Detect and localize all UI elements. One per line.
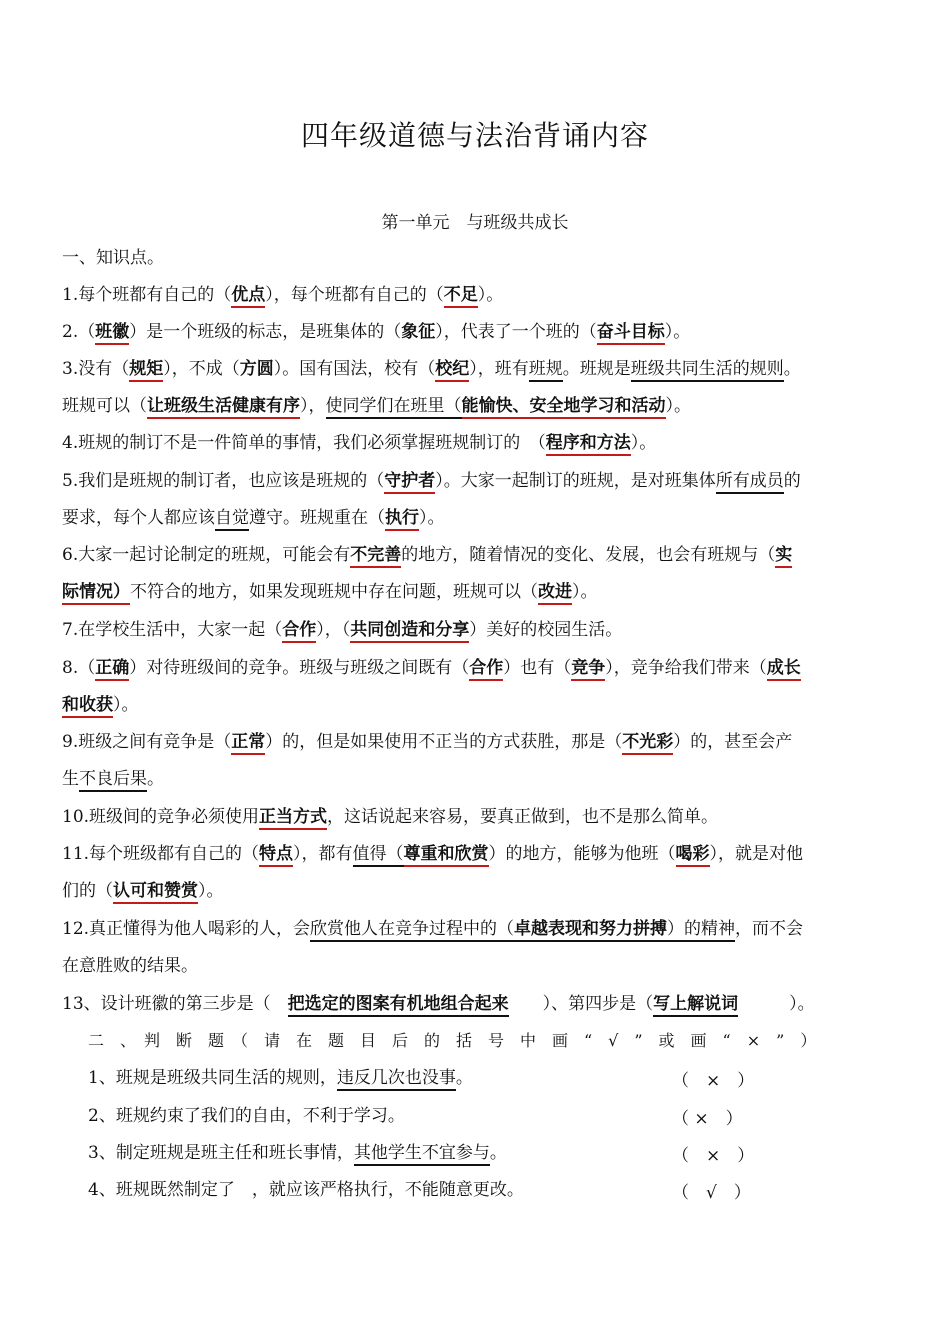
- point-11-cont: 们的（认可和赞赏）。: [62, 879, 892, 903]
- point-3-cont: 班规可以（让班级生活健康有序），使同学们在班里（能愉快、安全地学习和活动）。: [62, 394, 892, 418]
- point-12: 12.真正懂得为他人喝彩的人，会欣赏他人在竞争过程中的（卓越表现和努力拼搏）的精神，而不会: [62, 917, 892, 941]
- point-2: 2.（班徽）是一个班级的标志，是班集体的（象征），代表了一个班的（奋斗目标）。: [62, 320, 892, 344]
- point-7: 7.在学校生活中，大家一起（合作），（共同创造和分享）美好的校园生活。: [62, 618, 892, 642]
- point-4: 4.班规的制订不是一件简单的事情，我们必须掌握班规制订的 （程序和方法）。: [62, 431, 892, 455]
- point-11: 11.每个班级都有自己的（特点），都有值得（尊重和欣赏）的地方，能够为他班（喝彩），就是对他: [62, 842, 892, 866]
- point-8: 8.（正确）对待班级间的竞争。班级与班级之间既有（合作）也有（竞争），竞争给我们带来（成长: [62, 656, 892, 680]
- judge-answer-2: （ × ）: [672, 1109, 743, 1129]
- point-1: 1.每个班都有自己的（优点），每个班都有自己的（不足）。: [62, 283, 892, 307]
- point-6: 6.大家一起讨论制定的班规，可能会有不完善的地方，随着情况的变化、发展，也会有班规与（实: [62, 543, 892, 567]
- unit-heading: 第一单元 与班级共成长: [381, 213, 569, 233]
- judge-item-4: 4、班规既然制定了 ，就应该严格执行，不能随意更改。: [88, 1180, 524, 1200]
- judge-item-2: 2、班规约束了我们的自由，不利于学习。: [88, 1106, 405, 1126]
- point-8-cont: 和收获）。: [62, 693, 892, 717]
- point-3: 3.没有（规矩），不成（方圆）。国有国法，校有（校纪），班有班规。班规是班级共同生活的规则。: [62, 357, 892, 381]
- point-6-cont: 际情况）不符合的地方，如果发现班规中存在问题，班规可以（改进）。: [62, 580, 892, 604]
- section-heading-judge: 二 、 判 断 题 （ 请 在 题 目 后 的 括 号 中 画 “ √ ” 或 画 “ × ” ）: [88, 1031, 817, 1050]
- judge-item-1: 1、班规是班级共同生活的规则，违反几次也没事。: [88, 1066, 648, 1090]
- point-10: 10.班级间的竞争必须使用正当方式，这话说起来容易，要真正做到，也不是那么简单。: [62, 805, 892, 829]
- judge-answer-1: （ × ）: [672, 1071, 755, 1091]
- point-12-cont: 在意胜败的结果。: [62, 956, 198, 976]
- section-heading-knowledge: 一、知识点。: [62, 248, 164, 268]
- page-title: 四年级道德与法治背诵内容: [300, 119, 649, 152]
- judge-item-3: 3、制定班规是班主任和班长事情，其他学生不宜参与。: [88, 1141, 648, 1165]
- point-13: 13、设计班徽的第三步是（ 把选定的图案有机地组合起来 ）、第四步是（写上解说词 ）。: [62, 992, 892, 1016]
- point-5: 5.我们是班规的制订者，也应该是班规的（守护者）。大家一起制订的班规，是对班集体所有成员的: [62, 469, 892, 493]
- judge-answer-3: （ × ）: [672, 1146, 755, 1166]
- point-9-cont: 生不良后果。: [62, 767, 892, 791]
- point-5-cont: 要求，每个人都应该自觉遵守。班规重在（执行）。: [62, 506, 892, 530]
- judge-answer-4: （ √ ）: [672, 1183, 751, 1203]
- point-9: 9.班级之间有竞争是（正常）的，但是如果使用不正当的方式获胜，那是（不光彩）的，甚至会产: [62, 730, 892, 754]
